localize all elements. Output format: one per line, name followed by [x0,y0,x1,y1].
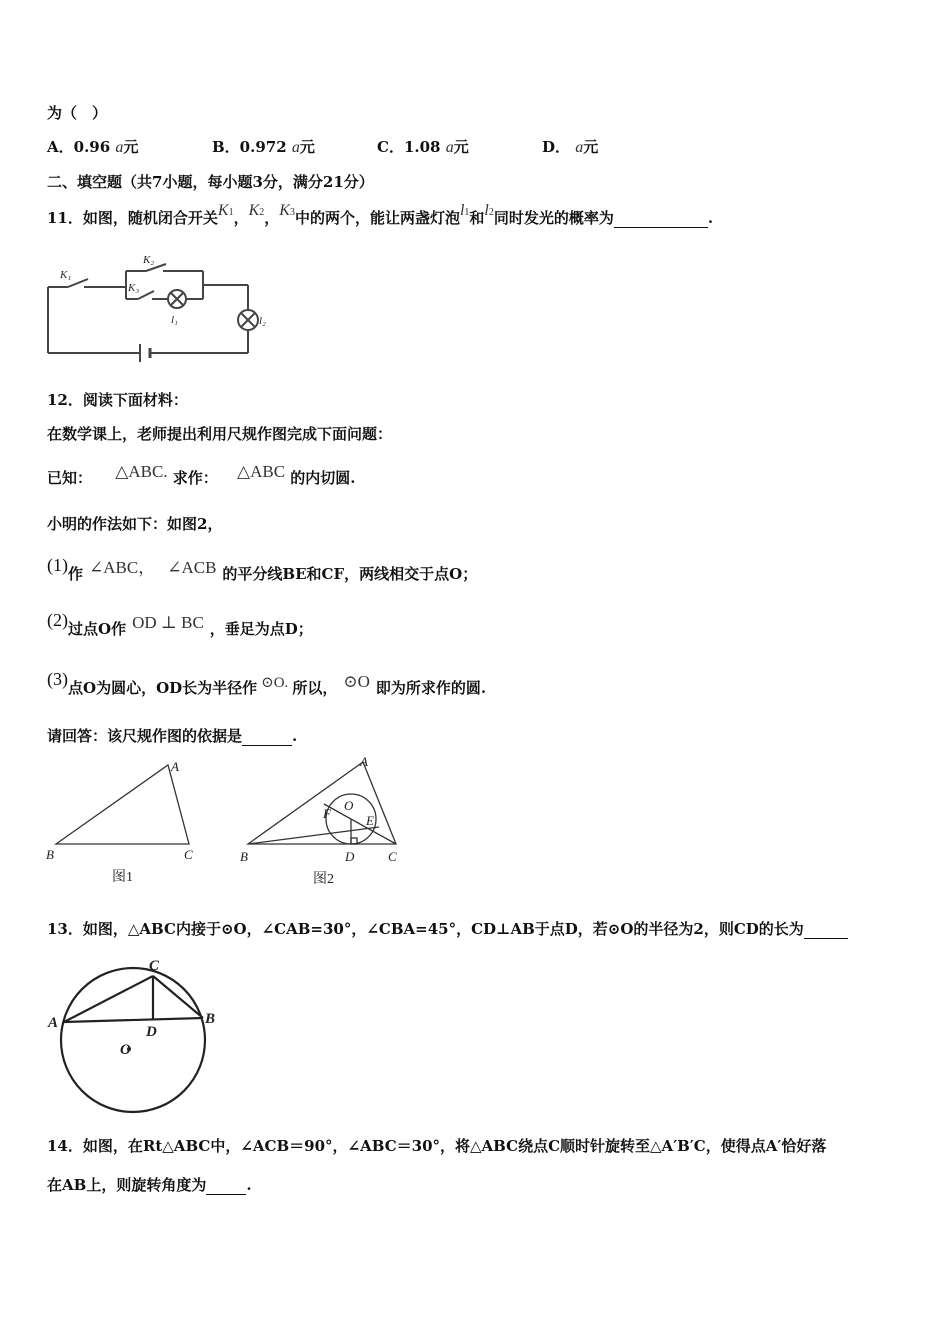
q12-question: 请回答：该尺规作图的依据是 . [47,727,298,745]
q10-option-b[interactable]: B．0.972 a元 [212,138,315,156]
q12-figures [40,755,410,890]
fig13-a-label: A [48,1015,59,1031]
fig2-a-label: A [360,755,368,769]
l2-symbol: l2 [484,202,494,219]
k2-symbol: K2 [248,202,265,219]
q10-stem-tail: 为（ ） [47,104,108,122]
section-title-fill-blank: 二、填空题（共7小题，每小题3分，满分21分） [47,173,374,191]
q12-step-1: (1)作 ∠ABC， ∠ACB 的平分线BE和CF，两线相交于点O； [47,555,478,583]
fig13-d-label: D [146,1024,157,1040]
q12-method: 小明的作法如下：如图2， [47,515,223,533]
fig2-o-label: O [344,798,354,813]
fig11-l1-label: l₁ [171,314,178,326]
known-triangle-math: △ABC. [115,462,168,481]
fig2-f-label: F [323,806,331,821]
q13-circle-figure [40,955,230,1120]
q10-option-d[interactable]: D． a元 [542,138,599,156]
q14-line-2: 在AB上，则旋转角度为 . [47,1176,252,1194]
q12-step-2: (2)过点O作 OD ⊥ BC ，垂足为点D； [47,610,313,638]
fig13-c-label: C [149,958,160,974]
q13-text: 13．如图，△ABC内接于⊙O，∠CAB=30°，∠CBA=45°，CD⊥AB于点D，若⊙O的半径为2，则CD的长为 [47,918,848,939]
q14-answer-blank[interactable] [206,1180,246,1195]
find-triangle-math: △ABC [237,462,286,481]
q12-step-3: (3)点O为圆心，OD长为半径作 ⊙O. 所以， ⊙O 即为所求作的圆. [47,669,487,697]
fig1-a-label: A [171,759,179,774]
q11-answer-blank[interactable] [614,213,708,228]
q13-answer-blank[interactable] [804,924,848,939]
fig1-c-label: C [184,847,193,862]
fig11-k1-label: K₁ [60,269,72,281]
fig1-b-label: B [46,847,54,862]
fig2-e-label: E [366,813,374,828]
fig13-b-label: B [205,1011,216,1027]
k3-symbol: K3 [279,202,295,219]
fig11-l2-label: l₂ [259,315,266,327]
fig11-k3-label: K₃ [128,282,140,294]
q12-intro: 在数学课上，老师提出利用尺规作图完成下面问题： [47,425,393,443]
fig11-k2-label: K₂ [143,254,155,266]
q11-circuit-diagram [40,245,280,365]
q10-option-c[interactable]: C．1.08 a元 [377,138,469,156]
fig1-caption: 图1 [112,870,133,885]
l1-symbol: l1 [459,202,470,219]
q12-answer-blank[interactable] [242,731,292,746]
q12-title: 12．阅读下面材料： [47,391,188,409]
q12-known-line: 已知： △ABC. 求作： △ABC 的内切圆. [47,462,356,487]
q14-line-1: 14．如图，在Rt△ABC中，∠ACB＝90°，∠ABC＝30°，将△ABC绕点C顺时针旋转至△A′B′C，使得点A′恰好落 [47,1137,827,1155]
fig2-caption: 图2 [313,872,334,887]
k1-symbol: K1 [217,202,234,219]
q11-text: 11．如图，随机闭合开关K1，K2，K3中的两个，能让两盏灯泡l1和l2同时发光的概率为 . [47,202,714,227]
q10-option-a[interactable]: A．0.96 a元 [47,138,139,156]
fig13-o-label: O [120,1042,131,1058]
fig2-c-label: C [388,849,397,864]
fig2-d-label: D [345,849,355,864]
fig2-b-label: B [240,849,248,864]
